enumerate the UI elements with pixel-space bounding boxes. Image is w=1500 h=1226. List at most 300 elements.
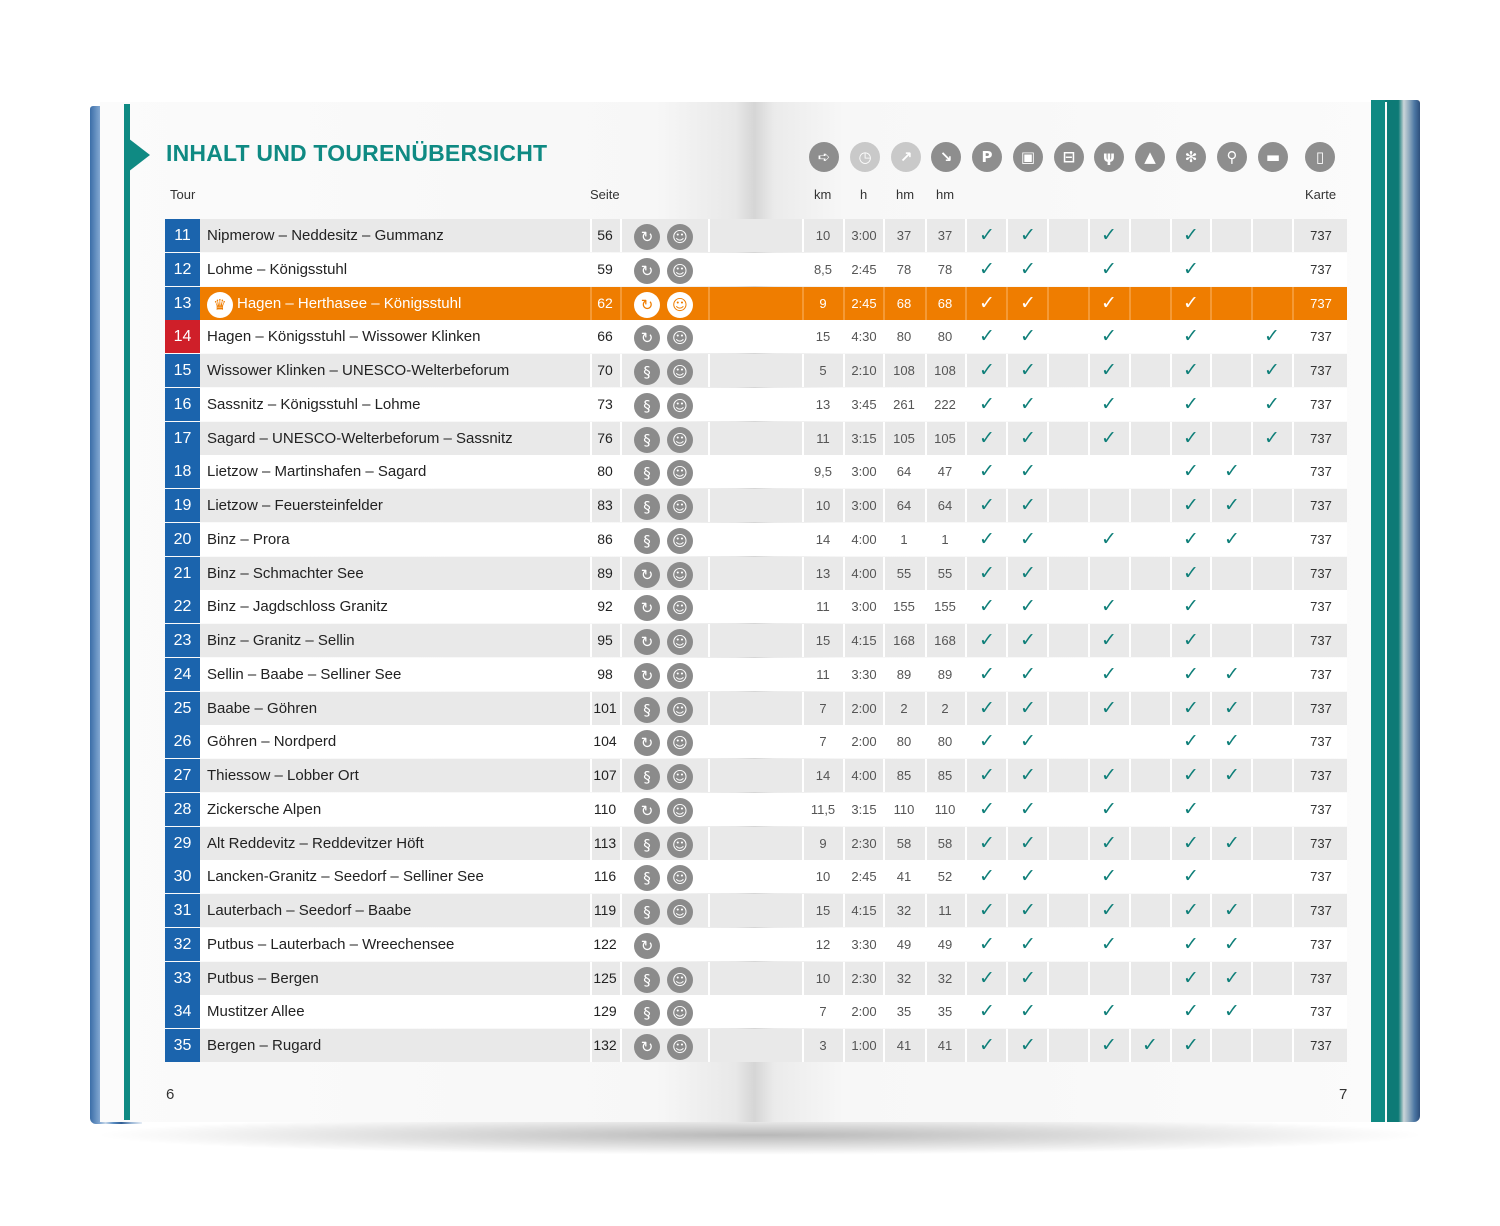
round-trip-icon: ↻ [634,663,660,689]
column-divider [1251,624,1253,657]
check-icon: ✓ [1101,325,1117,348]
table-row[interactable] [165,894,1347,927]
check-icon: ✓ [1020,696,1036,719]
distance-km: 3 [819,1038,827,1053]
column-divider [1129,422,1131,455]
descent-hm: 55 [937,565,953,581]
column-divider [1292,523,1294,556]
ascent-hm: 1 [900,531,908,547]
page-ref: 62 [597,294,613,311]
table-row[interactable] [165,354,1347,387]
tour-number: 20 [165,523,200,556]
descent-hm: 41 [937,1038,953,1053]
ascent-hm: 155 [893,599,915,615]
distance-km: 9 [819,835,827,851]
route-line-icon: § [634,494,660,520]
route-line-icon: § [634,460,660,486]
column-divider [708,354,710,387]
column-divider [1292,928,1294,961]
table-row[interactable] [165,557,1347,590]
page-number-right: 7 [1339,1086,1348,1103]
page-ref: 132 [593,1037,617,1053]
column-divider [1251,253,1253,286]
page-ref: 92 [597,598,613,615]
descent-icon: ↘ [931,142,961,172]
map-number: 737 [1310,734,1332,750]
check-icon: ✓ [1183,764,1199,786]
table-row[interactable] [165,624,1347,657]
table-row[interactable] [165,962,1347,995]
column-divider [708,962,710,995]
tour-name[interactable]: Binz – Schmachter See [207,564,364,582]
page-ref: 83 [597,497,613,513]
tour-number: 32 [165,928,200,961]
check-icon: ✓ [1020,494,1036,516]
tour-number: 35 [165,1029,200,1062]
duration-h: 2:30 [851,835,877,851]
check-icon: ✓ [979,359,995,381]
tour-name[interactable]: Thiessow – Lobber Ort [207,767,359,784]
map-number: 737 [1310,295,1332,311]
duration-h: 2:30 [851,970,877,986]
distance-km: 11 [816,430,830,446]
descent-hm: 110 [934,801,956,817]
descent-hm: 35 [937,1004,953,1020]
check-icon: ✓ [1020,224,1036,246]
column-divider [1292,1029,1294,1062]
family-friendly-icon: ☺ [667,528,693,554]
table-row[interactable] [165,388,1347,421]
map-icon: ▯ [1305,142,1335,172]
check-icon: ✓ [1020,392,1036,415]
tour-name[interactable]: Binz – Granitz – Sellin [207,632,355,649]
ascent-hm: 168 [893,633,915,648]
check-icon: ✓ [1020,831,1036,854]
check-icon: ✓ [1101,527,1117,550]
distance-km: 10 [815,970,831,986]
family-friendly-icon: ☺ [667,865,693,891]
tour-name[interactable]: Lancken-Granitz – Seedorf – Selliner See [207,868,484,886]
tour-name[interactable]: Hagen – Königsstuhl – Wissower Klinken [207,328,481,346]
column-divider [1129,894,1131,927]
map-number: 737 [1310,835,1332,851]
descent-hm: 80 [937,734,953,750]
check-icon: ✓ [1101,426,1117,449]
tour-number: 29 [165,827,200,860]
tour-name[interactable]: Lietzow – Martinshafen – Sagard [207,463,427,481]
tour-name[interactable]: Binz – Prora [207,530,290,548]
check-icon: ✓ [1183,1034,1199,1056]
map-number: 737 [1310,700,1332,716]
check-icon: ✓ [1020,291,1036,314]
map-number: 737 [1310,768,1332,783]
page-title: INHALT UND TOURENÜBERSICHT [166,140,548,166]
distance-km: 15 [815,633,831,648]
check-icon: ✓ [979,392,995,415]
round-trip-icon: ↻ [634,933,660,959]
column-divider [620,590,622,623]
tour-number: 24 [165,658,200,691]
map-number: 737 [1310,565,1332,581]
tour-name[interactable]: Baabe – Göhren [207,699,318,717]
table-row[interactable] [165,860,1347,893]
header-h: h [860,187,868,202]
page-ref: 80 [597,463,613,480]
tour-name[interactable]: Lohme – Königsstuhl [207,260,348,278]
column-divider [1292,590,1294,623]
duration-h: 3:00 [851,464,877,480]
sign-icon: ➪ [809,142,839,172]
descent-hm: 11 [938,903,952,918]
column-divider [708,422,710,455]
tour-number: 15 [165,354,200,387]
tour-name[interactable]: Sagard – UNESCO-Welterbeforum – Sassnitz [207,429,513,447]
column-divider [1129,759,1131,792]
family-friendly-icon: ☺ [667,460,693,486]
check-icon: ✓ [1101,865,1117,888]
tour-name[interactable]: Hagen – Herthasee – Königsstuhl [237,294,462,312]
table-row[interactable] [165,928,1347,961]
check-icon: ✓ [1183,494,1199,516]
page-ref: 101 [593,699,617,716]
route-line-icon: § [634,1000,660,1026]
column-divider [1129,590,1131,623]
tour-number: 19 [165,489,200,522]
family-friendly-icon: ☺ [667,967,693,993]
map-number: 737 [1310,363,1332,378]
family-friendly-icon: ☺ [667,764,693,790]
page-ref: 86 [597,530,613,547]
check-icon: ✓ [1020,561,1036,584]
ascent-hm: 64 [896,464,912,480]
check-icon: ✓ [1183,966,1199,989]
table-row[interactable] [165,725,1347,758]
check-icon: ✓ [979,662,995,685]
descent-hm: 68 [937,295,953,311]
duration-h: 2:45 [851,295,877,311]
page-ref: 56 [597,227,613,243]
column-divider [620,320,622,353]
check-icon: ✓ [1101,1000,1117,1023]
column-divider [708,287,710,320]
table-row[interactable] [165,793,1347,826]
column-divider [620,894,622,927]
tour-name[interactable]: Bergen – Rugard [207,1037,322,1054]
column-divider [1129,455,1131,488]
page-ref: 125 [593,969,617,986]
ascent-hm: 37 [896,228,912,243]
descent-hm: 47 [937,464,953,480]
check-icon: ✓ [979,932,995,955]
tour-number: 30 [165,860,200,893]
column-divider [708,827,710,860]
tour-name[interactable]: Lauterbach – Seedorf – Baabe [207,902,412,919]
column-divider [1129,692,1131,725]
column-divider [1251,1029,1253,1062]
distance-km: 11 [816,666,830,682]
header-hm-up: hm [896,187,915,202]
tour-name[interactable]: Wissower Klinken – UNESCO-Welterbeforum [207,362,510,379]
duration-h: 2:00 [851,734,877,750]
column-divider [1129,320,1131,353]
column-divider [1129,557,1131,590]
ascent-hm: 35 [896,1004,912,1020]
column-divider [1129,725,1131,758]
distance-km: 11 [816,599,830,615]
table-row[interactable] [165,658,1347,691]
duration-h: 1:00 [851,1038,877,1053]
tour-name[interactable]: Putbus – Bergen [207,969,319,987]
check-icon: ✓ [1020,1034,1036,1056]
duration-h: 3:00 [851,498,877,513]
ascent-hm: 64 [896,498,912,513]
family-friendly-icon: ☺ [667,325,693,351]
column-divider [1129,928,1131,961]
column-divider [1292,253,1294,286]
column-divider [620,489,622,522]
check-icon: ✓ [979,730,995,753]
table-row[interactable] [165,287,1347,320]
table-row[interactable] [165,995,1347,1028]
check-icon: ✓ [1183,662,1199,685]
check-icon: ✓ [1020,359,1036,381]
page-ref: 122 [593,935,617,952]
column-divider [1088,455,1090,488]
column-divider [620,624,622,657]
column-divider [1292,894,1294,927]
check-icon: ✓ [1101,1034,1117,1056]
page-ref: 98 [597,665,613,682]
check-icon: ✓ [1183,865,1199,888]
descent-hm: 80 [937,329,953,345]
column-divider [1129,624,1131,657]
duration-h: 3:00 [851,228,877,243]
table-row[interactable] [165,219,1347,252]
map-number: 737 [1310,1004,1332,1020]
distance-km: 11,5 [810,801,836,817]
column-divider [1088,489,1090,522]
check-icon: ✓ [1183,392,1199,415]
tour-name[interactable]: Lietzow – Feuersteinfelder [207,497,383,514]
check-icon: ✓ [1101,629,1117,651]
map-number: 737 [1310,464,1332,480]
descent-hm: 58 [937,835,953,851]
tour-name[interactable]: Nipmerow – Neddesitz – Gummanz [207,227,444,244]
distance-km: 13 [815,565,831,581]
check-icon: ✓ [979,1000,995,1023]
map-number: 737 [1310,869,1332,885]
column-divider [620,793,622,826]
table-row[interactable] [165,1029,1347,1062]
column-divider [1292,962,1294,995]
check-icon: ✓ [1224,696,1240,719]
column-divider [1292,759,1294,792]
column-divider [1251,287,1253,320]
column-divider [1292,489,1294,522]
family-friendly-icon: ☺ [667,899,693,925]
tour-number: 31 [165,894,200,927]
family-friendly-icon: ☺ [667,393,693,419]
check-icon: ✓ [1020,966,1036,989]
map-number: 737 [1310,498,1332,513]
check-icon: ✓ [1101,797,1117,820]
family-friendly-icon: ☺ [667,427,693,453]
column-divider [708,253,710,286]
tour-name[interactable]: Mustitzer Allee [207,1003,305,1021]
route-line-icon: § [634,393,660,419]
table-row[interactable] [165,523,1347,556]
table-row[interactable] [165,422,1347,455]
tour-name[interactable]: Putbus – Lauterbach – Wreechensee [207,935,455,953]
column-divider [620,422,622,455]
column-divider [1129,827,1131,860]
tour-name[interactable]: Zickersche Alpen [207,800,322,818]
tour-name[interactable]: Sellin – Baabe – Selliner See [207,665,402,683]
column-divider [708,489,710,522]
duration-h: 4:00 [851,565,877,581]
descent-hm: 155 [934,599,956,615]
descent-hm: 105 [934,430,956,446]
ascent-hm: 110 [893,801,915,817]
tour-number: 28 [165,793,200,826]
column-divider [1088,962,1090,995]
check-icon: ✓ [979,797,995,820]
check-icon: ✓ [1224,460,1240,483]
check-icon: ✓ [1020,764,1036,786]
tour-number: 16 [165,388,200,421]
ascent-hm: 80 [896,734,912,750]
distance-km: 14 [815,768,831,783]
check-icon: ✓ [1101,595,1117,618]
distance-km: 7 [819,734,827,750]
column-divider [620,523,622,556]
check-icon: ✓ [979,595,995,618]
tour-name[interactable]: Sassnitz – Königsstuhl – Lohme [207,395,421,413]
column-divider [1292,827,1294,860]
column-divider [1129,793,1131,826]
table-row[interactable] [165,590,1347,623]
map-number: 737 [1310,1038,1332,1053]
column-divider [1088,557,1090,590]
page-ref: 59 [597,260,613,277]
teal-stripe-left [124,104,130,1120]
column-divider [708,860,710,893]
round-trip-icon: ↻ [634,562,660,588]
table-row[interactable] [165,489,1347,522]
distance-km: 10 [815,498,831,513]
distance-km: 15 [815,329,831,345]
column-divider [620,860,622,893]
column-divider [708,455,710,488]
column-divider [620,219,622,252]
family-friendly-icon: ☺ [667,595,693,621]
family-friendly-icon: ☺ [667,494,693,520]
column-divider [708,793,710,826]
restaurant-icon: ψ [1094,142,1124,172]
column-divider [1292,557,1294,590]
column-divider [1292,692,1294,725]
column-divider [708,894,710,927]
tour-number: 14 [165,320,200,353]
table-row[interactable] [165,320,1347,353]
column-divider [1251,219,1253,252]
check-icon: ✓ [1224,527,1240,550]
column-divider [620,658,622,691]
table-row[interactable] [165,455,1347,488]
route-line-icon: § [634,528,660,554]
route-line-icon: § [634,832,660,858]
page-ref: 70 [597,362,613,378]
column-divider [620,1029,622,1062]
descent-hm: 78 [937,261,953,277]
tour-name[interactable]: Göhren – Nordperd [207,733,337,751]
check-icon: ✓ [1183,460,1199,483]
column-divider [708,692,710,725]
table-row[interactable] [165,692,1347,725]
page-ref: 95 [597,632,613,648]
header-hm-down: hm [936,187,955,202]
column-divider [708,624,710,657]
check-icon: ✓ [979,224,995,246]
family-friendly-icon: ☺ [667,697,693,723]
tour-number: 18 [165,455,200,488]
page-ref: 73 [597,395,613,412]
column-divider [1292,287,1294,320]
duration-h: 2:00 [851,1004,877,1020]
tour-name[interactable]: Alt Reddevitz – Reddevitzer Höft [207,834,424,852]
distance-km: 7 [819,700,827,716]
check-icon: ✓ [1101,764,1117,786]
column-divider [620,455,622,488]
column-divider [708,995,710,1028]
check-icon: ✓ [1020,325,1036,348]
round-trip-icon: ↻ [634,595,660,621]
table-row[interactable] [165,253,1347,286]
tour-number: 23 [165,624,200,657]
tour-name[interactable]: Binz – Jagdschloss Granitz [207,598,388,616]
check-icon: ✓ [1264,392,1280,415]
column-divider [708,759,710,792]
descent-hm: 52 [937,869,953,885]
column-divider [620,928,622,961]
tour-number: 26 [165,725,200,758]
duration-h: 2:10 [851,363,877,378]
check-icon: ✓ [1183,257,1199,280]
column-divider [1088,725,1090,758]
check-icon: ✓ [1020,460,1036,483]
table-row[interactable] [165,827,1347,860]
column-divider [620,253,622,286]
check-icon: ✓ [1183,291,1199,314]
duration-h: 2:00 [851,700,877,716]
duration-h: 3:15 [851,801,877,817]
map-number: 737 [1310,903,1332,918]
column-divider [1292,793,1294,826]
column-divider [620,692,622,725]
column-divider [1292,995,1294,1028]
ascent-hm: 2 [900,700,908,716]
table-row[interactable] [165,759,1347,792]
check-icon: ✓ [1183,831,1199,854]
check-icon: ✓ [1224,730,1240,753]
check-icon: ✓ [1183,527,1199,550]
page-ref: 66 [597,328,613,345]
column-divider [620,995,622,1028]
column-divider [1292,455,1294,488]
crown-icon: ♛ [207,292,233,318]
map-number: 737 [1310,599,1332,615]
check-icon: ✓ [1183,1000,1199,1023]
